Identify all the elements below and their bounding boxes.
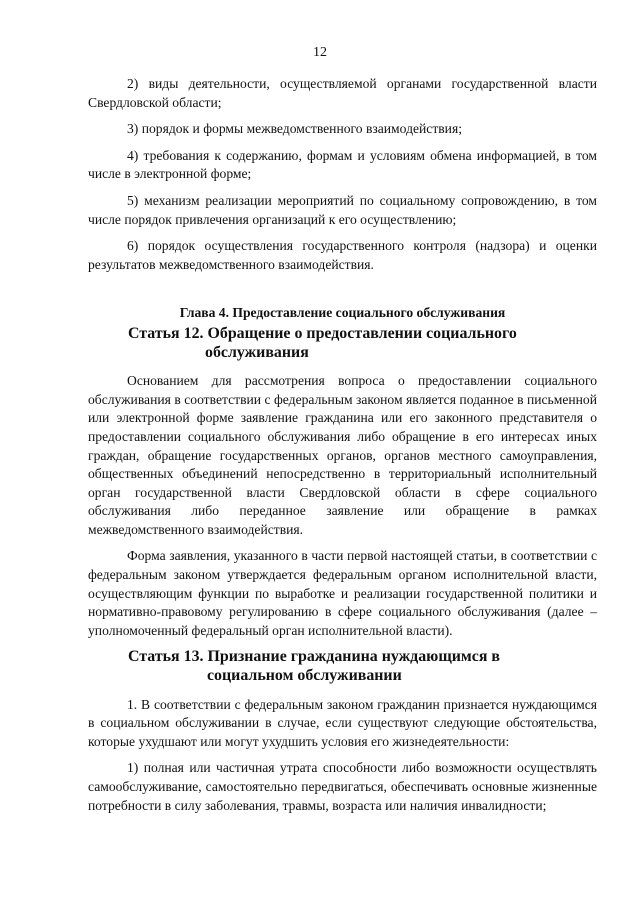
list-item: 6) порядок осуществления государственного контроля (надзора) и оценки результатов межведомственного взаимодействия. bbox=[88, 238, 597, 272]
article-12-heading bbox=[88, 325, 597, 362]
article-title-line: Статья 13. Признание гражданина нуждающимся в bbox=[128, 648, 500, 666]
document-body bbox=[88, 75, 597, 815]
article-paragraph: Форма заявления, указанного в части первой настоящей статьи, в соответствии с федеральным законом утверждается федеральным органом исполнительной власти, осуществляющим функции по выработке и реализации государственной политики и нормативно-правовому регулированию в сфере социального обслуживания (далее – уполномоченный федеральный орган исполнительной власти). bbox=[88, 548, 597, 638]
list-item: 5) механизм реализации мероприятий по социальному сопровождению, в том числе порядок привлечения организаций к его осуществлению; bbox=[88, 192, 597, 227]
list-item: 4) требования к содержанию, формам и условиям обмена информацией, в том числе в электронной форме; bbox=[88, 147, 597, 182]
article-paragraph: Основанием для рассмотрения вопроса о предоставлении социального обслуживания в соответствии с федеральным законом является поданное в письменной или электронной форме заявление гражданина или его законного представителя о предоставлении социального обслуживания либо обращение в его интересах иных граждан, обращение государственных органов, органов местного самоуправления, общественных объединений непосредственно в территориальный исполнительный орган государственной власти Свердловской области в сфере социального обслуживания либо переданное заявление или обращение в рамках межведомственного взаимодействия. bbox=[88, 373, 597, 537]
article-paragraph: 1. В соответствии с федеральным законом гражданин признается нуждающимся в социальном обслуживании в случае, если существуют следующие обстоятельства, которые ухудшают или могут ухудшить условия его жизнедеятельности: bbox=[88, 696, 597, 749]
article-title-line: Статья 12. Обращение о предоставлении социального bbox=[128, 324, 517, 342]
list-item: 2) виды деятельности, осуществляемой органами государственной власти Свердловской области; bbox=[88, 76, 597, 110]
article-title-line: социальном обслуживании bbox=[207, 667, 402, 685]
list-item: 3) порядок и формы межведомственного взаимодействия; bbox=[127, 121, 462, 137]
article-title-line: обслуживания bbox=[205, 343, 309, 361]
article-paragraph: 1) полная или частичная утрата способности либо возможности осуществлять самообслуживание, самостоятельно передвигаться, обеспечивать основные жизненные потребности в силу заболевания, травмы, возраста или наличия инвалидности; bbox=[88, 760, 597, 813]
chapter-heading: Глава 4. Предоставление социального обслуживания bbox=[179, 305, 506, 321]
page-number: 12 bbox=[313, 45, 327, 60]
article-13-heading bbox=[88, 648, 597, 685]
